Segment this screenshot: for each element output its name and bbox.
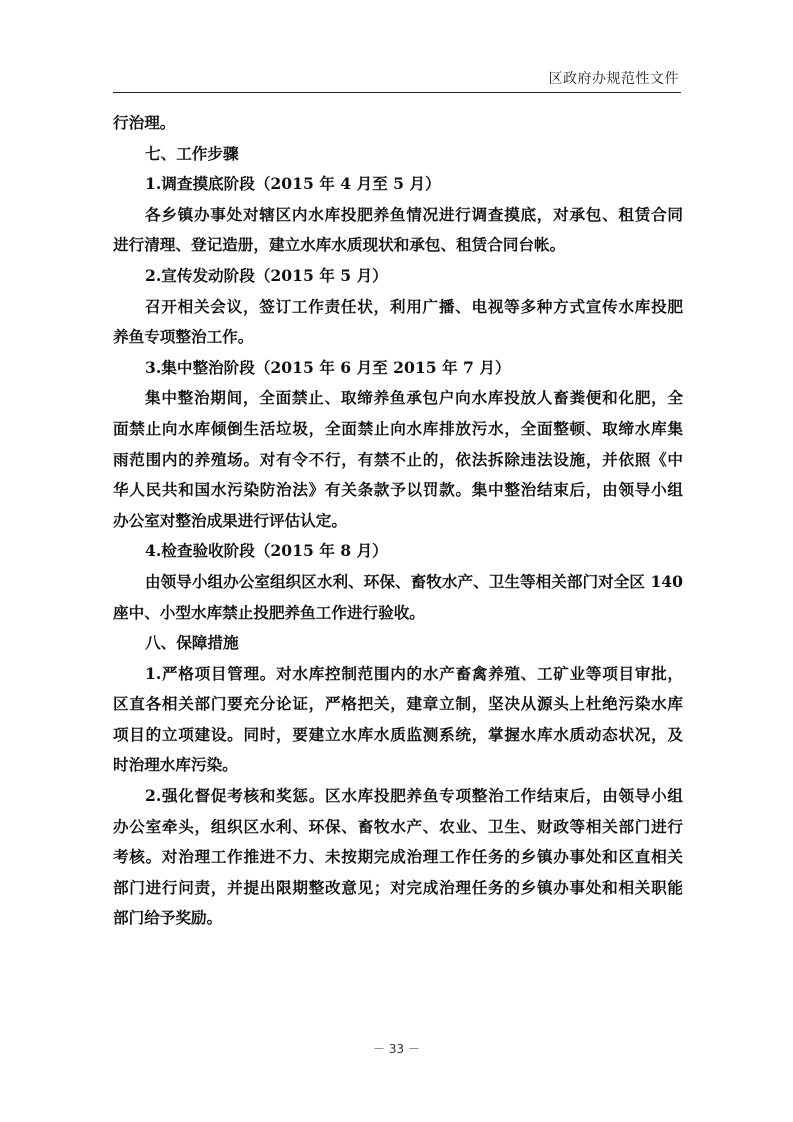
header-title: 区政府办规范性文件	[548, 71, 679, 87]
text-line: 雨范围内的养殖场。对有令不行，有禁不止的，依法拆除违法设施，并依照《中	[113, 449, 683, 469]
text-line: 行治理。	[113, 113, 176, 132]
text-line: 由领导小组办公室组织区水利、环保、畜牧水产、卫生等相关部门对全区 140	[145, 571, 683, 591]
text-line: 养鱼专项整治工作。	[113, 327, 254, 347]
text-line: 项目的立项建设。同时，要建立水库水质监测系统，掌握水库水质动态状况，及	[113, 724, 683, 744]
text-line: 八、保障措施	[145, 633, 239, 653]
text-line: 召开相关会议，签订工作责任状，利用广播、电视等多种方式宣传水库投肥	[145, 296, 683, 316]
text-line: 区直各相关部门要充分论证，严格把关，建章立制，坚决从源头上杜绝污染水库	[113, 694, 683, 714]
text-line: 集中整治期间，全面禁止、取缔养鱼承包户向水库投放人畜粪便和化肥，全	[145, 388, 683, 408]
text-line: 3.集中整治阶段（2015 年 6 月至 2015 年 7 月）	[145, 357, 511, 377]
text-line: 2.宣传发动阶段（2015 年 5 月）	[145, 265, 388, 285]
text-line: 考核。对治理工作推进不力、未按期完成治理工作任务的乡镇办事处和区直相关	[113, 847, 683, 867]
text-line: 部门给予奖励。	[113, 908, 223, 928]
text-line: 办公室牵头，组织区水利、环保、畜牧水产、农业、卫生、财政等相关部门进行	[113, 816, 683, 836]
text-line: 各乡镇办事处对辖区内水库投肥养鱼情况进行调查摸底，对承包、租赁合同	[145, 204, 683, 224]
page-header	[113, 62, 681, 93]
text-line: 办公室对整治成果进行评估认定。	[113, 510, 347, 530]
text-line: 座中、小型水库禁止投肥养鱼工作进行验收。	[113, 602, 425, 622]
text-line: 部门进行问责，并提出限期整改意见；对完成治理任务的乡镇办事处和相关职能	[113, 877, 683, 897]
text-line: 4.检查验收阶段（2015 年 8 月）	[145, 541, 388, 561]
text-line: 时治理水库污染。	[113, 755, 238, 775]
text-line: 面禁止向水库倾倒生活垃圾，全面禁止向水库排放污水，全面整顿、取缔水库集	[113, 418, 683, 438]
text-line: 七、工作步骤	[145, 143, 239, 163]
text-line: 进行清理、登记造册，建立水库水质现状和承包、租赁合同台帐。	[113, 235, 566, 255]
page-number: － 33 －	[373, 1042, 420, 1056]
text-line: 2.强化督促考核和奖惩。区水库投肥养鱼专项整治工作结束后，由领导小组	[145, 786, 683, 806]
text-line: 华人民共和国水污染防治法》有关条款予以罚款。集中整治结束后，由领导小组	[113, 480, 683, 500]
text-line: 1.严格项目管理。对水库控制范围内的水产畜禽养殖、工矿业等项目审批，	[145, 663, 683, 683]
document-body	[113, 108, 683, 934]
text-line: 1.调查摸底阶段（2015 年 4 月至 5 月）	[145, 174, 441, 194]
